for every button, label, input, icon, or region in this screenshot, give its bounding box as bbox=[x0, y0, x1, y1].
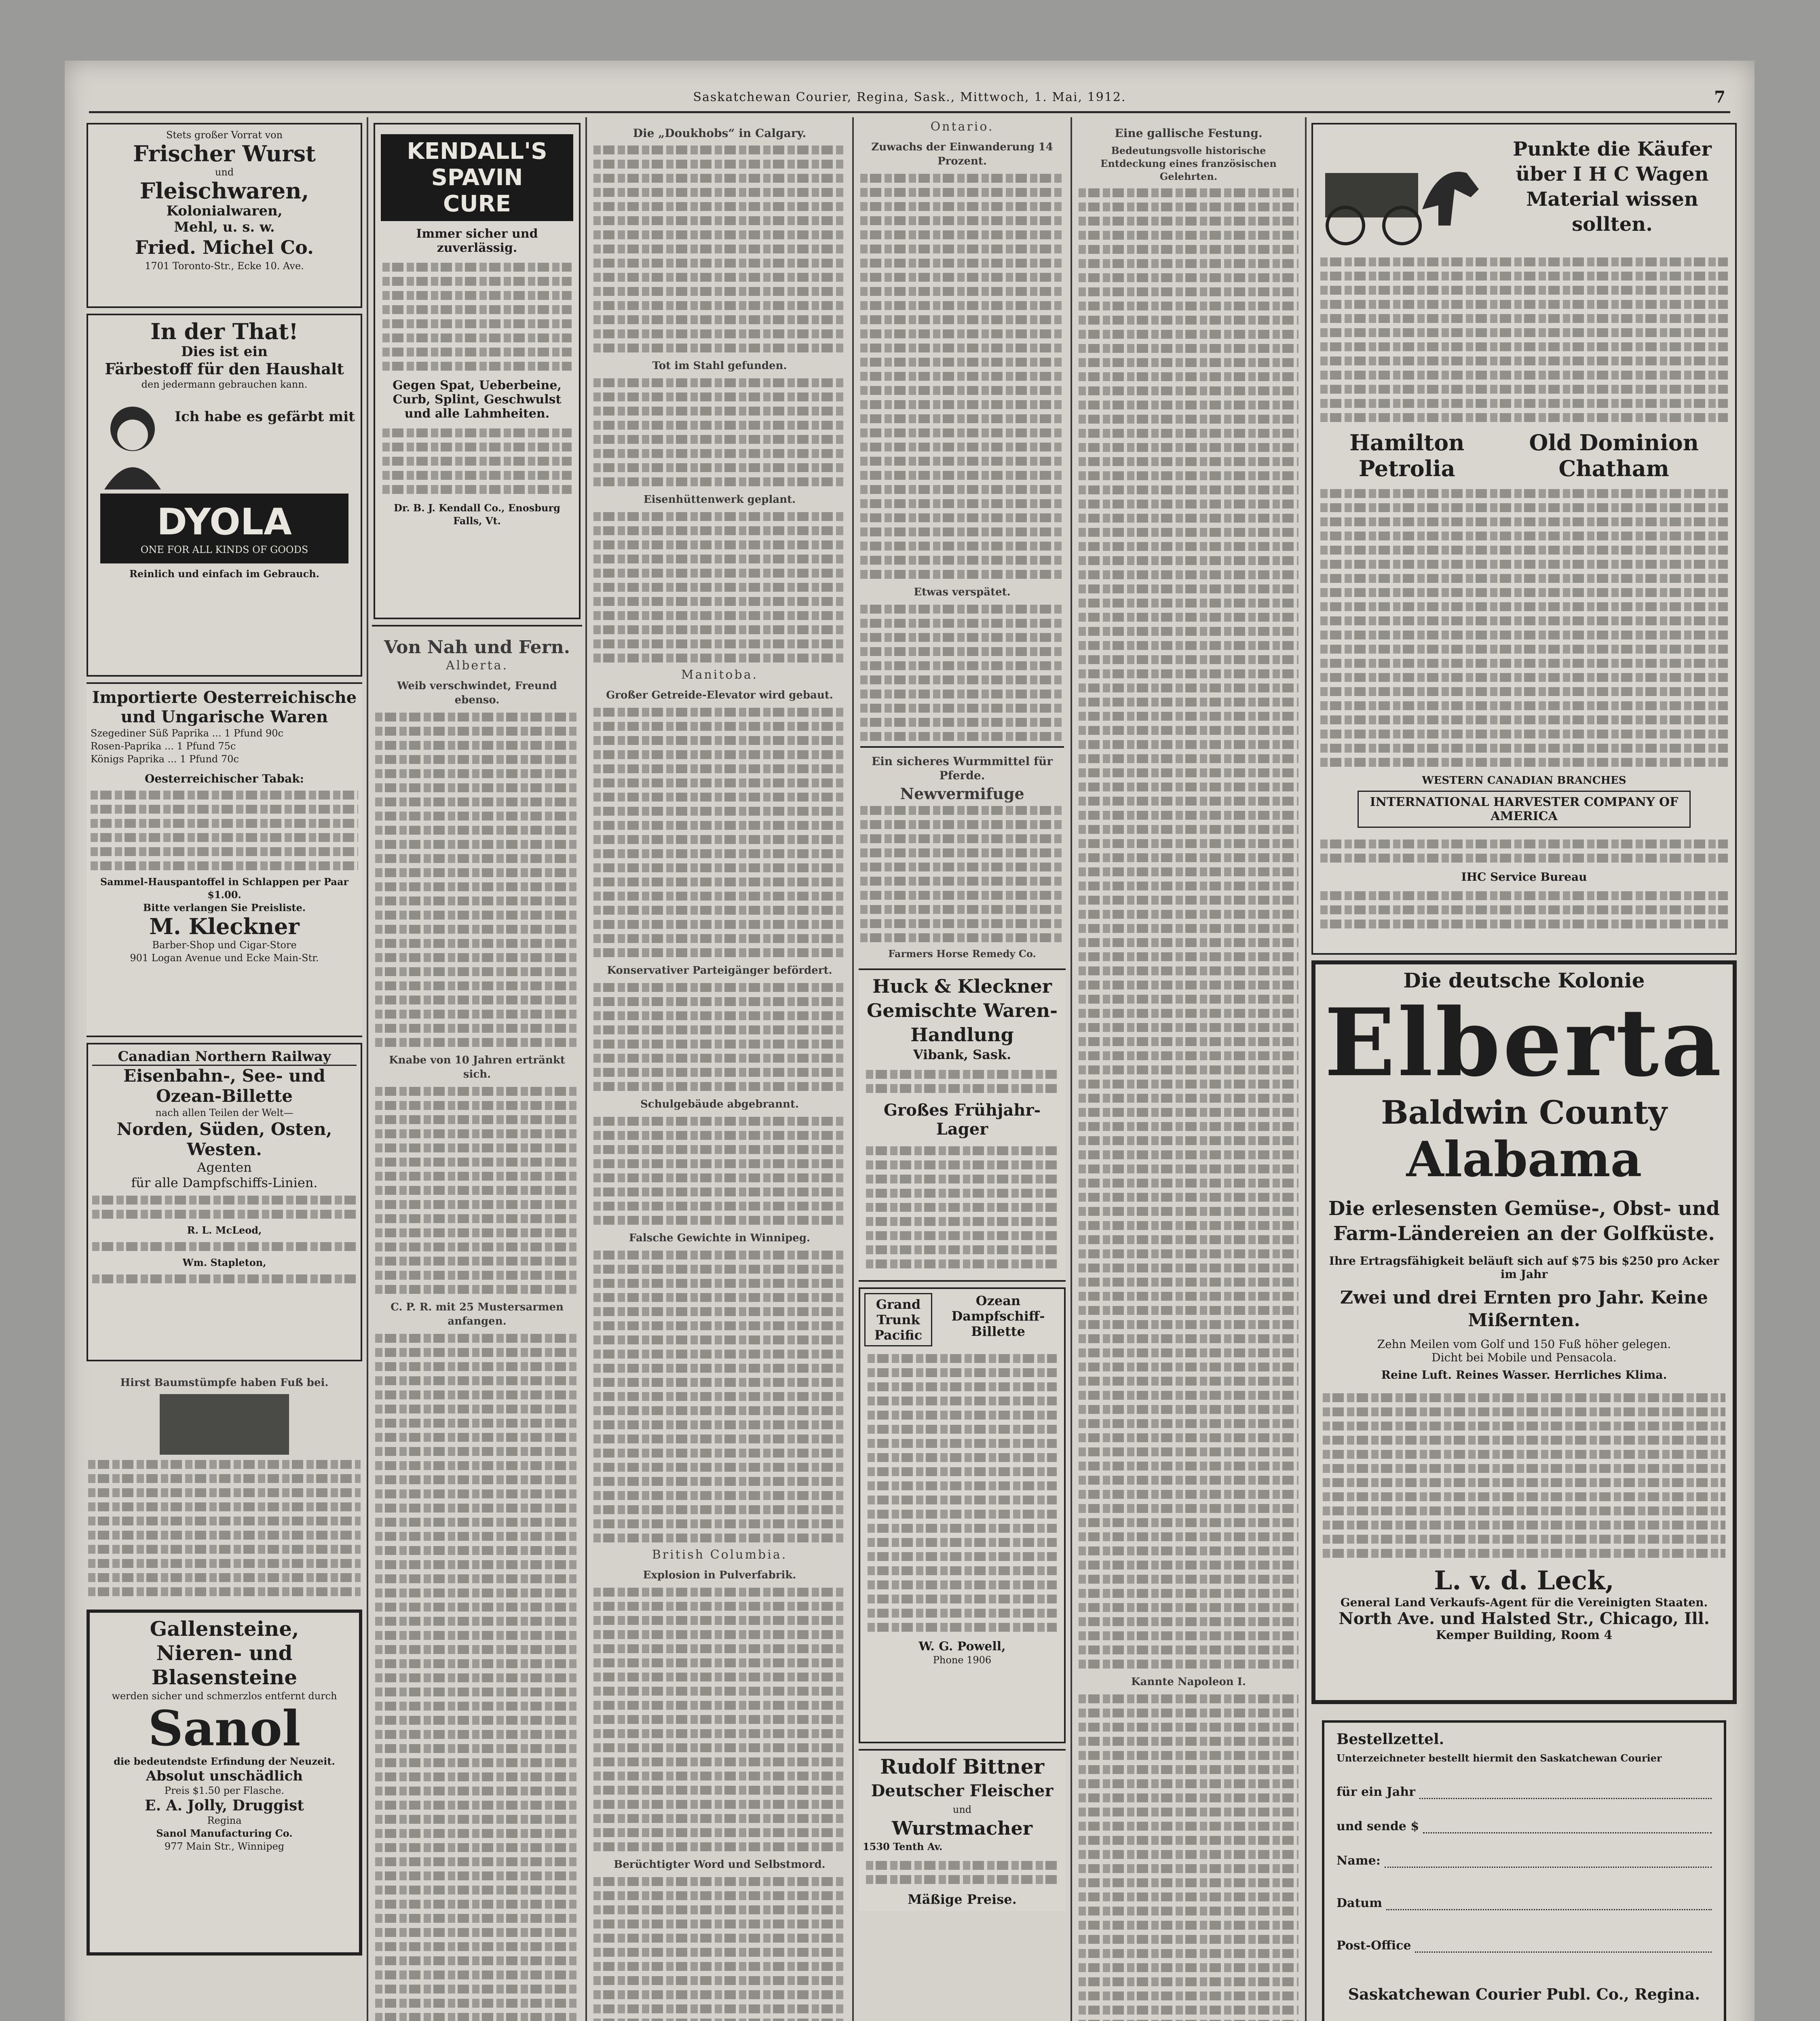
ihc-company: INTERNATIONAL HARVESTER COMPANY OF AMERICA bbox=[1358, 791, 1691, 828]
railway-line1: Eisenbahn-, See- und Ozean-Billette bbox=[123, 1066, 325, 1106]
order-field-amount[interactable] bbox=[1336, 1819, 1712, 1833]
c3-item8: Berüchtigter Word und Selbstmord. bbox=[614, 1859, 826, 1871]
elberta-top: Die deutsche Kolonie bbox=[1403, 968, 1645, 992]
c4-item1: Etwas verspätet. bbox=[914, 586, 1011, 598]
elberta-ad bbox=[1311, 960, 1737, 1704]
c4-sub-ontario: Ontario. bbox=[930, 120, 994, 134]
c5-sub1: Bedeutungsvolle historische Entdeckung eines französischen Gelehrten. bbox=[1100, 145, 1277, 182]
elberta-line4: Zehn Meilen vom Golf und 150 Fuß höher gelegen. bbox=[1377, 1337, 1671, 1351]
wurst-ad-owner: Fried. Michel Co. bbox=[135, 236, 314, 258]
elberta-agent-sub: General Land Verkaufs-Agent für die Vereinigten Staaten. bbox=[1340, 1596, 1708, 1609]
elberta-title: Elberta bbox=[1324, 988, 1724, 1097]
c3-sub-manitoba: Manitoba. bbox=[681, 668, 758, 682]
wurst-ad-address: 1701 Toronto-Str., Ecke 10. Ave. bbox=[145, 260, 304, 272]
c4-head2: Ein sicheres Wurmmittel für Pferde. bbox=[871, 755, 1053, 782]
gallic-fortress-article bbox=[1075, 117, 1302, 2021]
news-head: Von Nah und Fern. bbox=[384, 637, 570, 658]
ihc-title: Punkte die Käufer über I H C Wagen Material wissen sollten. bbox=[1513, 138, 1712, 236]
elberta-address: North Ave. und Halsted Str., Chicago, Ill. bbox=[1339, 1609, 1710, 1628]
sanol-line3: Blasensteine bbox=[151, 1665, 298, 1689]
store-ad bbox=[859, 968, 1066, 1282]
dyola-brand: DYOLA bbox=[157, 501, 292, 543]
sanol-maker-addr: 977 Main Str., Winnipeg bbox=[164, 1841, 285, 1852]
order-field-label: und sende $ bbox=[1336, 1819, 1419, 1833]
horse-wagon-icon bbox=[1317, 129, 1487, 250]
ontario-news bbox=[857, 117, 1067, 963]
wurst-ad bbox=[87, 123, 362, 308]
column-rule bbox=[1070, 117, 1072, 2021]
sanol-brand: Sanol bbox=[148, 1700, 301, 1757]
imported-goods-ad bbox=[87, 682, 362, 1037]
stump-article bbox=[85, 1367, 364, 1604]
order-form bbox=[1322, 1720, 1726, 2021]
elberta-state: Alabama bbox=[1406, 1131, 1642, 1188]
railway-line5: für alle Dampfschiffs-Linien. bbox=[131, 1175, 318, 1190]
gt-agent: W. G. Powell, bbox=[918, 1639, 1006, 1654]
dyola-ad-line4: Ich habe es gefärbt mit bbox=[175, 409, 355, 425]
c5-item1: Kannte Napoleon I. bbox=[1131, 1676, 1246, 1688]
column-3 bbox=[590, 117, 849, 2021]
railway-line4: Agenten bbox=[197, 1160, 252, 1175]
c3-head1: Die „Doukhobs“ in Calgary. bbox=[633, 127, 807, 140]
ihc-brand: Chatham bbox=[1558, 456, 1669, 481]
sanol-line4: werden sicher und schmerzlos entfernt durch bbox=[112, 1690, 337, 1702]
order-footer: Saskatchewan Courier Publ. Co., Regina. bbox=[1348, 1985, 1700, 2003]
butcher-owner: Rudolf Bittner bbox=[880, 1755, 1045, 1778]
order-field-label: Datum bbox=[1336, 1896, 1382, 1910]
elberta-county: Baldwin County bbox=[1381, 1093, 1667, 1131]
sanol-ad bbox=[87, 1610, 362, 1956]
elberta-building: Kemper Building, Room 4 bbox=[1436, 1628, 1613, 1642]
railway-title: Canadian Northern Railway bbox=[92, 1048, 357, 1066]
kendall-brand1: KENDALL'S bbox=[407, 138, 547, 165]
wurst-ad-top: Stets großer Vorrat von bbox=[166, 129, 283, 141]
gt-line2: Ozean Dampfschiff-Billette bbox=[951, 1293, 1045, 1339]
news-item2: Knabe von 10 Jahren ertränkt sich. bbox=[389, 1054, 565, 1080]
sanol-city: Regina bbox=[207, 1815, 242, 1826]
dyola-brand-sub: ONE FOR ALL KINDS OF GOODS bbox=[140, 544, 308, 555]
dyola-ad-title: In der That! bbox=[150, 319, 298, 344]
news-sub-alberta: Alberta. bbox=[445, 658, 509, 673]
column-rule bbox=[1305, 117, 1307, 2021]
kendall-brand3: CURE bbox=[443, 191, 511, 217]
c3-sub-bc: British Columbia. bbox=[652, 1548, 788, 1562]
page-number: 7 bbox=[1714, 87, 1726, 107]
elberta-agent: L. v. d. Leck, bbox=[1434, 1565, 1614, 1596]
gt-line1: Grand Trunk Pacific bbox=[864, 1293, 932, 1346]
sanol-line7: Preis $1.50 per Flasche. bbox=[164, 1785, 285, 1796]
ihc-brand: Hamilton bbox=[1349, 430, 1465, 456]
kendall-company: Dr. B. J. Kendall Co., Enosburg Falls, Vt. bbox=[394, 502, 560, 527]
ihc-ad bbox=[1311, 123, 1737, 955]
dyola-ad-line3: den jedermann gebrauchen kann. bbox=[141, 379, 308, 390]
c3-item1: Tot im Stahl gefunden. bbox=[652, 360, 787, 372]
railway-line3: Norden, Süden, Osten, Westen. bbox=[116, 1119, 332, 1159]
news-item1: Weib verschwindet, Freund ebenso. bbox=[397, 680, 557, 706]
c3-item6: Falsche Gewichte in Winnipeg. bbox=[629, 1232, 811, 1244]
order-intro: Unterzeichneter bestellt hiermit den Saskatchewan Courier bbox=[1336, 1752, 1662, 1764]
railway-ad bbox=[87, 1043, 362, 1361]
kendall-brand2: SPAVIN bbox=[431, 165, 523, 191]
store-line2: Großes Frühjahr-Lager bbox=[883, 1101, 1041, 1139]
store-line1: Gemischte Waren-Handlung bbox=[866, 1000, 1058, 1046]
ihc-brand: Old Dominion bbox=[1529, 430, 1699, 456]
kendall-ad bbox=[374, 123, 581, 619]
column-6 bbox=[1310, 117, 1738, 2021]
butcher-slogan: Mäßige Preise. bbox=[908, 1892, 1017, 1907]
imported-ask: Bitte verlangen Sie Preisliste. bbox=[143, 902, 306, 913]
masthead-text: Saskatchewan Courier, Regina, Sask., Mittwoch, 1. Mai, 1912. bbox=[693, 90, 1126, 104]
column-1 bbox=[85, 117, 364, 2021]
ihc-branches: WESTERN CANADIAN BRANCHES bbox=[1422, 774, 1626, 787]
butcher-line1: Deutscher Fleischer bbox=[871, 1781, 1054, 1800]
wurst-ad-title2: Fleischwaren, bbox=[139, 178, 309, 204]
column-rule bbox=[852, 117, 854, 2021]
order-field-label: für ein Jahr bbox=[1336, 1785, 1415, 1799]
c4-head1: Zuwachs der Einwanderung 14 Prozent. bbox=[871, 141, 1053, 167]
grand-trunk-ad bbox=[859, 1287, 1066, 1743]
woman-portrait-icon bbox=[92, 397, 173, 489]
sanol-maker: Sanol Manufacturing Co. bbox=[156, 1827, 293, 1839]
butcher-address: 1530 Tenth Av. bbox=[863, 1841, 943, 1852]
store-owner: Huck & Kleckner bbox=[872, 975, 1052, 997]
c3-item2: Eisenhüttenwerk geplant. bbox=[643, 494, 796, 506]
kendall-treat: Gegen Spat, Ueberbeine, Curb, Splint, Geschwulst und alle Lahmheiten. bbox=[393, 378, 562, 421]
wurst-ad-und: und bbox=[215, 167, 234, 178]
newspaper-page bbox=[65, 61, 1755, 2021]
railway-agent2: Wm. Stapleton, bbox=[182, 1257, 266, 1268]
stump-illustration bbox=[160, 1394, 289, 1455]
c4-brand: Newvermifuge bbox=[900, 785, 1024, 803]
c3-item7: Explosion in Pulverfabrik. bbox=[643, 1569, 796, 1581]
wurst-ad-line2: Mehl, u. s. w. bbox=[174, 219, 275, 235]
stump-head: Hirst Baumstümpfe haben Fuß bei. bbox=[120, 1377, 329, 1389]
c3-item3: Großer Getreide-Elevator wird gebaut. bbox=[606, 689, 833, 701]
column-4 bbox=[857, 117, 1067, 2021]
order-field-year[interactable] bbox=[1336, 1785, 1712, 1799]
c5-head1: Eine gallische Festung. bbox=[1115, 127, 1263, 140]
butcher-line2: Wurstmacher bbox=[891, 1817, 1033, 1839]
railway-agent1: R. L. McLeod, bbox=[187, 1224, 262, 1236]
elberta-line1: Die erlesensten Gemüse-, Obst- und Farm-Ländereien an der Golfküste. bbox=[1328, 1197, 1720, 1245]
sanol-seller: E. A. Jolly, Druggist bbox=[145, 1797, 304, 1814]
elberta-line3: Zwei und drei Ernten pro Jahr. Keine Mißernten. bbox=[1340, 1287, 1708, 1331]
column-2 bbox=[372, 117, 582, 2021]
news-article bbox=[372, 631, 582, 2021]
column-rule bbox=[367, 117, 368, 2021]
column-5 bbox=[1075, 117, 1302, 2021]
ihc-bureau: IHC Service Bureau bbox=[1461, 870, 1587, 884]
sanol-line1: Gallensteine, bbox=[150, 1617, 299, 1641]
dyola-ad-line5: Reinlich und einfach im Gebrauch. bbox=[129, 568, 320, 580]
order-field-date[interactable] bbox=[1336, 1896, 1712, 1910]
imported-owner-sub: Barber-Shop und Cigar-Store bbox=[152, 939, 297, 951]
c3-item4: Konservativer Parteigänger befördert. bbox=[607, 964, 832, 977]
order-field-label: Name: bbox=[1336, 1854, 1381, 1868]
imported-address: 901 Logan Avenue und Ecke Main-Str. bbox=[130, 952, 319, 964]
order-title: Bestellzettel. bbox=[1336, 1731, 1444, 1748]
imported-offer: Sammel-Hauspantoffel in Schlappen per Paar $1.00. bbox=[100, 876, 349, 901]
masthead bbox=[89, 83, 1730, 113]
sanol-line6: Absolut unschädlich bbox=[146, 1768, 303, 1784]
sanol-line2: Nieren- und bbox=[156, 1641, 293, 1665]
butcher-und: und bbox=[952, 1804, 972, 1815]
c4-company: Farmers Horse Remedy Co. bbox=[888, 948, 1036, 960]
ihc-brand: Petrolia bbox=[1358, 456, 1455, 481]
imported-item: Szegediner Süß Paprika ... 1 Pfund 90c bbox=[91, 728, 283, 739]
dyola-ad bbox=[87, 314, 362, 677]
imported-item: Rosen-Paprika ... 1 Pfund 75c bbox=[91, 740, 236, 752]
elberta-line2: Ihre Ertragsfähigkeit beläuft sich auf $75 bis $250 pro Acker im Jahr bbox=[1329, 1254, 1719, 1281]
order-field-label: Post-Office bbox=[1336, 1939, 1411, 1953]
dyola-ad-line2: Färbestoff für den Haushalt bbox=[105, 360, 344, 378]
sanol-line5: die bedeutendste Erfindung der Neuzeit. bbox=[114, 1755, 335, 1767]
store-city: Vibank, Sask. bbox=[913, 1047, 1011, 1062]
news-item3: C. P. R. mit 25 Mustersarmen anfangen. bbox=[391, 1301, 564, 1327]
elberta-line6: Reine Luft. Reines Wasser. Herrliches Klima. bbox=[1381, 1368, 1667, 1382]
order-field-post-office[interactable] bbox=[1336, 1939, 1712, 1953]
regional-news bbox=[590, 117, 849, 2021]
imported-item: Königs Paprika ... 1 Pfund 70c bbox=[91, 753, 239, 765]
wurst-ad-title1: Frischer Wurst bbox=[133, 141, 316, 167]
tobacco-head: Oesterreichischer Tabak: bbox=[145, 772, 304, 785]
railway-line2: nach allen Teilen der Welt— bbox=[155, 1107, 293, 1118]
wurst-ad-line1: Kolonialwaren, bbox=[166, 203, 283, 219]
imported-ad-title: Importierte Oesterreichische und Ungarische Waren bbox=[92, 688, 357, 726]
imported-owner: M. Kleckner bbox=[149, 913, 300, 939]
dyola-ad-line1: Dies ist ein bbox=[181, 344, 268, 360]
c3-item5: Schulgebäude abgebrannt. bbox=[640, 1098, 799, 1110]
order-field-name[interactable] bbox=[1336, 1854, 1712, 1868]
gt-phone: Phone 1906 bbox=[933, 1654, 992, 1666]
column-rule bbox=[585, 117, 587, 2021]
elberta-line5: Dicht bei Mobile und Pensacola. bbox=[1432, 1351, 1617, 1364]
kendall-slogan: Immer sicher und zuverlässig. bbox=[416, 227, 538, 255]
butcher-ad bbox=[859, 1749, 1066, 1911]
